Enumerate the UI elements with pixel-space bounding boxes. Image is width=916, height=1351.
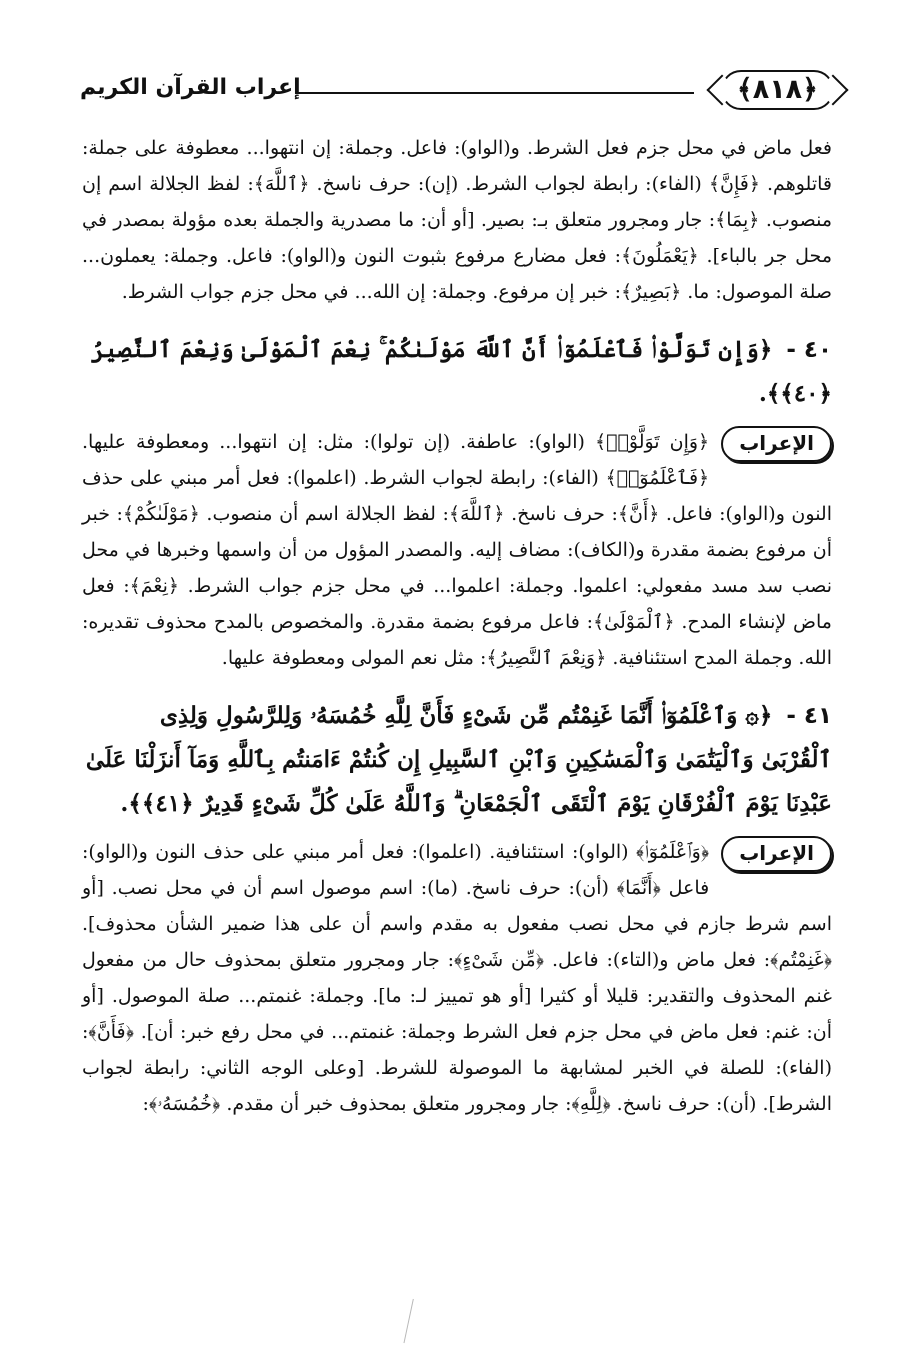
book-title: إعراب القرآن الكريم: [80, 75, 301, 100]
verse-text: ﴿وَإِن تَوَلَّوْا۟ فَٱعْلَمُوٓا۟ أَنَّ ٱللَّهَ مَوْلَىٰكُمْ ۚ نِعْمَ ٱلْمَوْلَىٰ وَنِعْمَ ٱلنَّصِيرُ ﴿٤٠﴾﴾.: [91, 336, 832, 407]
irab-section-1: [82, 424, 832, 676]
commentary-paragraph-1: فعل ماض في محل جزم فعل الشرط. و(الواو): فاعل. وجملة: إن انتهوا... معطوفة على جملة: قاتلوهم. ﴿فَإِنَّ﴾ (الفاء): رابطة لجواب الشرط. (إن): حرف ناسخ. ﴿ٱللَّهَ﴾: لفظ الجلالة اسم إن منصوب. ﴿بِمَا﴾: جار ومجرور متعلق بـ: بصير. [أو أن: ما مصدرية والجملة بعده مؤولة بمصدر في محل جر بالباء]. ﴿يَعْمَلُونَ﴾: فعل مضارع مرفوع بثبوت النون و(الواو): فاعل. وجملة: يعملون... صلة الموصول: ما. ﴿بَصِيرٌ﴾: خبر إن مرفوع. وجملة: إن الله... في محل جزم جواب الشرط.: [82, 137, 832, 303]
page-number: ﴿٨١٨﴾: [721, 70, 834, 110]
verse-text: ﴿۞ وَٱعْلَمُوٓا۟ أَنَّمَا غَنِمْتُم مِّن شَىْءٍ فَأَنَّ لِلَّهِ خُمُسَهُۥ وَلِلرَّسُولِ وَلِذِى ٱلْقُرْبَىٰ وَٱلْيَتَٰمَىٰ وَٱلْمَسَٰكِينِ وَٱبْنِ ٱلسَّبِيلِ إِن كُنتُمْ ءَامَنتُم بِٱللَّهِ وَمَآ أَنزَلْنَا عَلَىٰ عَبْدِنَا يَوْمَ ٱلْفُرْقَانِ يَوْمَ ٱلْتَقَى ٱلْجَمْعَانِ ۗ وَٱللَّهُ عَلَىٰ كُلِّ شَىْءٍ قَدِيرٌ ﴿٤١﴾﴾.: [85, 702, 832, 817]
page-content: [82, 130, 832, 1122]
irab-paragraph-1: ﴿وَإِن تَوَلَّوْا۟﴾ (الواو): عاطفة. (إن تولوا): مثل: إن انتهوا... ومعطوفة عليها. ﴿فَٱعْلَمُوٓا۟﴾ (الفاء): رابطة لجواب الشرط. (اعلموا): فعل أمر مبني على حذف النون و(الواو): فاعل. ﴿أَنَّ﴾: حرف ناسخ. ﴿ٱللَّهَ﴾: لفظ الجلالة اسم أن منصوب. ﴿مَوْلَىٰكُمْ﴾: خبر أن مرفوع بضمة مقدرة و(الكاف): مضاف إليه. والمصدر المؤول من أن واسمها وخبرها في محل نصب سد مسد مفعولي: اعلموا. وجملة: اعلموا... في محل جزم جواب الشرط. ﴿نِعْمَ﴾: فعل ماض لإنشاء المدح. ﴿ٱلْمَوْلَىٰ﴾: فاعل مرفوع بضمة مقدرة. والمخصوص بالمدح محذوف تقديره: الله. وجملة المدح استئنافية. ﴿وَنِعْمَ ٱلنَّصِيرُ﴾: مثل نعم المولى ومعطوفة عليها.: [82, 431, 832, 669]
scan-mark: [403, 1299, 427, 1346]
page-header: [80, 64, 834, 120]
header-rule: [295, 92, 694, 94]
verse-number: ٤١ -: [786, 703, 832, 729]
verse-40: [82, 328, 832, 416]
irab-section-2: [82, 834, 832, 1122]
verse-41: [82, 694, 832, 826]
irab-label: الإعراب: [721, 426, 832, 462]
irab-label: الإعراب: [721, 836, 832, 872]
verse-number: ٤٠ -: [786, 337, 832, 363]
irab-paragraph-2: ﴿وَٱعْلَمُوٓا۟﴾ (الواو): استئنافية. (اعلموا): فعل أمر مبني على حذف النون و(الواو): فاعل ﴿أَنَّمَا﴾ (أن): حرف ناسخ. (ما): اسم موصول اسم أن في محل نصب. [أو اسم شرط جازم في محل نصب مفعول به مقدم واسم أن على هذا ضمير الشأن محذوف]. ﴿غَنِمْتُم﴾: فعل ماض و(التاء): فاعل. ﴿مِّن شَىْءٍ﴾: جار ومجرور متعلق بمحذوف حال من مفعول غنم المحذوف والتقدير: قليلا أو كثيرا [أو هو تمييز لـ: ما]. وجملة: غنمتم... صلة الموصول. [أو أن: غنم: فعل ماض في محل جزم فعل الشرط وجملة: غنمتم... في محل رفع خبر: أن]. ﴿فَأَنَّ﴾: (الفاء): للصلة في الخبر لمشابهة ما الموصولة للشرط. [وعلى الوجه الثاني: رابطة لجواب الشرط]. (أن): حرف ناسخ. ﴿لِلَّهِ﴾: جار ومجرور متعلق بمحذوف خبر أن مقدم. ﴿خُمُسَهُۥ﴾:: [82, 841, 832, 1115]
